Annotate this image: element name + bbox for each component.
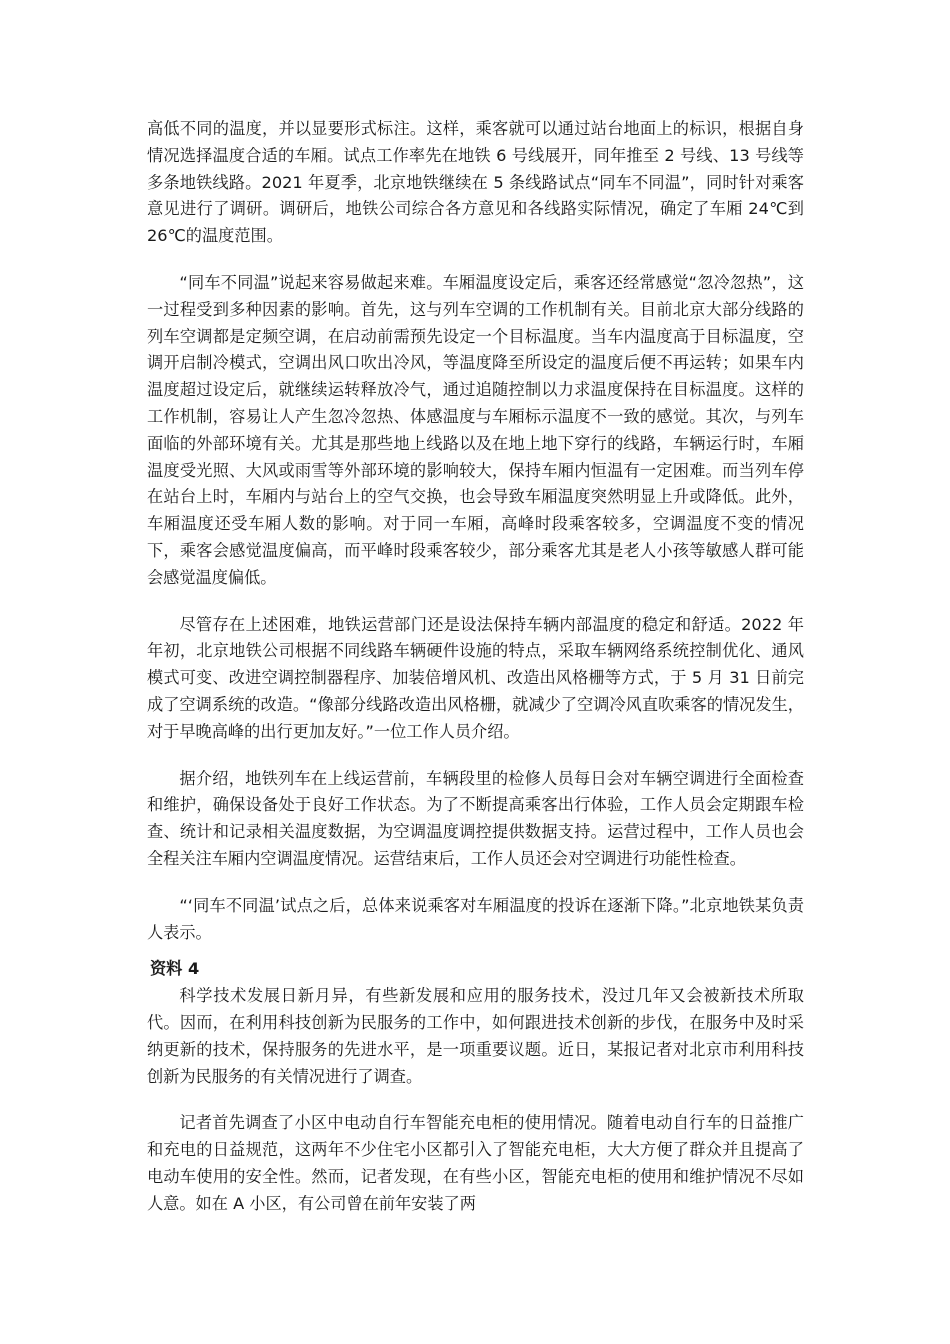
paragraph: 尽管存在上述困难，地铁运营部门还是设法保持车辆内部温度的稳定和舒适。2022 年年初，北京地铁公司根据不同线路车辆硬件设施的特点，采取车辆网络系统控制优化、通风模式可变、改进空调控制器程序、加装倍增风机、改造出风格栅等方式，于 5 月 31 日前完成了空调系统的改造。“像部分线路改造出风格栅，就减少了空调冷风直吹乘客的情况发生，对于早晚高峰的出行更加友好。”一位工作人员介绍。 bbox=[147, 614, 804, 741]
paragraph-continued: 高低不同的温度，并以显要形式标注。这样，乘客就可以通过站台地面上的标识，根据自身情况选择温度合适的车厢。试点工作率先在地铁 6 号线展开，同年推至 2 号线、13 号线等多条地铁线路。2021 年夏季，北京地铁继续在 5 条线路试点“同车不同温”，同时针对乘客意见进行了调研。调研后，地铁公司综合各方意见和各线路实际情况，确定了车厢 24℃到 26℃的温度范围。 bbox=[147, 119, 804, 246]
document-page bbox=[147, 116, 804, 1217]
paragraph: 科学技术发展日新月异，有些新发展和应用的服务技术，没过几年又会被新技术所取代。因而，在利用科技创新为民服务的工作中，如何跟进技术创新的步伐，在服务中及时采纳更新的技术，保持服务的先进水平，是一项重要议题。近日，某报记者对北京市利用科技创新为民服务的有关情况进行了调查。 bbox=[147, 986, 804, 1086]
section-heading: 资料 4 bbox=[150, 959, 200, 979]
paragraph: “‘同车不同温’试点之后，总体来说乘客对车厢温度的投诉在逐渐下降。”北京地铁某负责人表示。 bbox=[147, 895, 804, 942]
paragraph: 据介绍，地铁列车在上线运营前，车辆段里的检修人员每日会对车辆空调进行全面检查和维护，确保设备处于良好工作状态。为了不断提高乘客出行体验，工作人员会定期跟车检查、统计和记录相关温度数据，为空调温度调控提供数据支持。运营过程中，工作人员也会全程关注车厢内空调温度情况。运营结束后，工作人员还会对空调进行功能性检查。 bbox=[147, 768, 804, 868]
paragraph: “同车不同温”说起来容易做起来难。车厢温度设定后，乘客还经常感觉“忽冷忽热”，这一过程受到多种因素的影响。首先，这与列车空调的工作机制有关。目前北京大部分线路的列车空调都是定频空调，在启动前需预先设定一个目标温度。当车内温度高于目标温度，空调开启制冷模式，空调出风口吹出冷风，等温度降至所设定的温度后便不再运转；如果车内温度超过设定后，就继续运转释放冷气，通过追随控制以力求温度保持在目标温度。这样的工作机制，容易让人产生忽冷忽热、体感温度与车厢标示温度不一致的感觉。其次，与列车面临的外部环境有关。尤其是那些地上线路以及在地上地下穿行的线路，车辆运行时，车厢温度受光照、大风或雨雪等外部环境的影响较大，保持车厢内恒温有一定困难。而当列车停在站台上时，车厢内与站台上的空气交换，也会导致车厢温度突然明显上升或降低。此外，车厢温度还受车厢人数的影响。对于同一车厢，高峰时段乘客较多，空调温度不变的情况下，乘客会感觉温度偏高，而平峰时段乘客较少，部分乘客尤其是老人小孩等敏感人群可能会感觉温度偏低。 bbox=[147, 272, 804, 587]
paragraph: 记者首先调查了小区中电动自行车智能充电柜的使用情况。随着电动自行车的日益推广和充电的日益规范，这两年不少住宅小区都引入了智能充电柜，大大方便了群众并且提高了电动车使用的安全性。然而，记者发现，在有些小区，智能充电柜的使用和维护情况不尽如人意。如在 A 小区，有公司曾在前年安装了两 bbox=[147, 1113, 804, 1213]
